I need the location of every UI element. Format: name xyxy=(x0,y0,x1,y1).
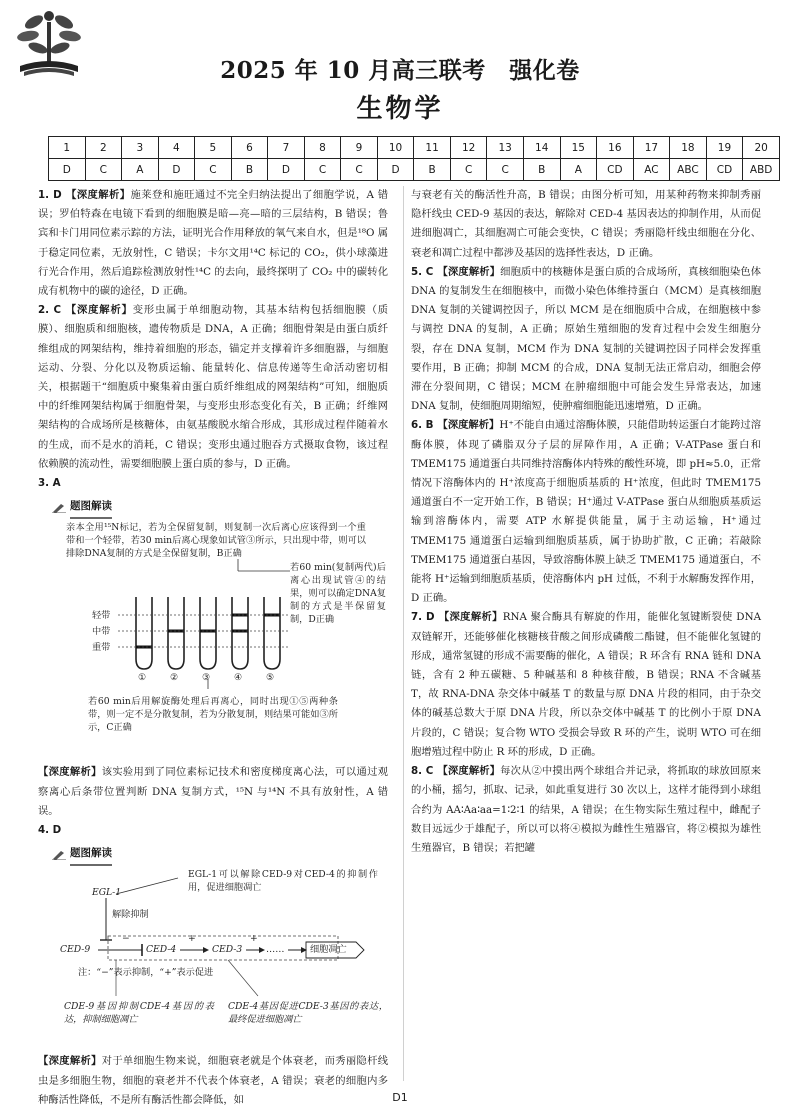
band-light-label: 轻带 xyxy=(92,610,111,622)
answer-table-number-cell: 12 xyxy=(450,137,487,159)
plus-sign-2: + xyxy=(250,933,258,945)
answer-table-number-cell: 13 xyxy=(487,137,524,159)
answer-q1 xyxy=(38,186,388,301)
answer-table-number-cell: 11 xyxy=(414,137,451,159)
page-number: D1 xyxy=(392,1091,408,1104)
ced4-label: CED-4 xyxy=(146,944,177,956)
answer-table-answer-cell: B xyxy=(414,159,451,181)
cell-apoptosis-figure xyxy=(38,868,388,1052)
q3-note-bottom: 若60 min后用解旋酶处理后再离心，同时出现①⑤两种条带，则一定不是分散复制，若为分散复制，则结果可能如③所示，C正确 xyxy=(88,696,338,734)
q4-note-left: CDE-9基因抑制CDE-4基因的表达，抑制细胞凋亡 xyxy=(64,1001,214,1026)
answer-table-answer-cell: D xyxy=(377,159,414,181)
minus-sign: − xyxy=(122,933,130,945)
answer-table-answer-cell: ABD xyxy=(743,159,780,181)
subject-title: 生物学 xyxy=(356,94,444,124)
answer-table xyxy=(48,136,780,181)
answer-table-number-cell: 15 xyxy=(560,137,597,159)
answer-table-answer-cell: A xyxy=(560,159,597,181)
answer-table-answer-cell: C xyxy=(304,159,341,181)
q5-text: 细胞质中的核糖体是蛋白质的合成场所，真核细胞染色体 DNA 的复制发生在细胞核中，而微小染色体维持蛋白（MCM）是真核细胞 DNA 复制的关键调控因子，所以 MCM 是在细胞质中合成，在细胞核中参与调控 DNA 的复制，A 正确；原始生殖细胞的发育过程中会发生细胞分裂，存在 DNA 复制，MCM 作为 DNA 复制的关键调控因子同样会发挥重要作用，B 正确；抑制 MCM 的合成，DNA 复制无法正常启动，细胞会停滞在分裂间期，C 错误；MCM 在肿瘤细胞中可能会发生异常表达，加速 DNA 复制，使细胞周期缩短，使肿瘤细胞能迅速增殖，D 正确。 xyxy=(411,265,762,413)
q1-number: 1. D xyxy=(38,189,62,201)
q4-note-right: CDE-4基因促进CDE-3基因的表达，最终促进细胞凋亡 xyxy=(228,1001,388,1026)
q6-number: 6. B xyxy=(411,419,434,432)
answer-table-answer-cell: A xyxy=(122,159,159,181)
answer-table-answer-cell: B xyxy=(231,159,268,181)
answer-table-number-cell: 17 xyxy=(633,137,670,159)
answer-table-answer-cell: B xyxy=(523,159,560,181)
tube-label-1: ① xyxy=(138,672,147,684)
tube-label-2: ② xyxy=(170,672,179,684)
answer-table-number-cell: 3 xyxy=(122,137,159,159)
q3-figure-heading xyxy=(52,497,388,519)
dna-replication-figure xyxy=(38,521,388,763)
answer-q5 xyxy=(411,263,761,417)
answer-table-numbers xyxy=(49,137,780,159)
answer-table-number-cell: 14 xyxy=(523,137,560,159)
q4-number: 4. D xyxy=(38,824,62,837)
answer-q7 xyxy=(411,608,761,762)
answer-table-answer-cell: CD xyxy=(706,159,743,181)
q5-number: 5. C xyxy=(411,265,434,278)
answer-table-number-cell: 1 xyxy=(49,137,86,159)
answer-table-number-cell: 19 xyxy=(706,137,743,159)
answer-table-number-cell: 2 xyxy=(85,137,122,159)
egl1-label: EGL-1 xyxy=(92,887,122,899)
q8-tag: 【深度解析】 xyxy=(437,765,501,778)
q2-text: 变形虫属于单细胞动物，其基本结构包括细胞膜（质膜）、细胞质和细胞核，遗传物质是 DNA，A 正确；细胞骨架是由蛋白质纤维组成的网架结构，维持着细胞的形态，锚定并支撑着许多细胞器，与细胞运动、分裂、分化以及物质运输、能量转化、信息传递等生命活动密切相关，根据题干“细胞质中聚集着由蛋白质纤维组成的网架结构”可知，细胞质中的纤维网架结构属于细胞骨架，与变形虫形态变化有关，B 正确；纤维网架结构的合成场所是核糖体，由氨基酸脱水缩合形成，其形成过程伴随着水的生成，而不是水的消耗，C 错误；变形虫通过胞吞方式摄取食物，该过程依赖膜的流动性，需要细胞膜上蛋白质的参与，D 正确。 xyxy=(38,304,389,470)
answer-table-answer-cell: ABC xyxy=(670,159,707,181)
ced9-label: CED-9 xyxy=(60,944,91,956)
right-column xyxy=(411,186,761,858)
answer-table-number-cell: 16 xyxy=(597,137,634,159)
answer-table-number-cell: 8 xyxy=(304,137,341,159)
q3-text: 该实验用到了同位素标记技术和密度梯度离心法，可以通过观察离心后条带位置判断 DNA 复制方式，¹⁵N 与¹⁴N 不具有放射性，A 错误。 xyxy=(38,766,389,817)
q1-tag: 【深度解析】 xyxy=(65,189,131,201)
answer-table-number-cell: 10 xyxy=(377,137,414,159)
answer-table-number-cell: 9 xyxy=(341,137,378,159)
q6-text: H⁺不能自由通过溶酶体膜，只能借助转运蛋白才能跨过溶酶体膜，体现了磷脂双分子层的屏障作用，A 正确；V-ATPase 蛋白和 TMEM175 通道蛋白共同维持溶酶体内特殊的酸性环境，即 pH≈5.0，正常情况下溶酶体内的 H⁺浓度高于细胞质基质的 H⁺浓度，但此时 TMEM175 通道蛋白不一定开始工作，B 错误；H⁺通过 V-ATPase 蛋白从细胞质基质运输到溶酶体内，需要 ATP 水解提供能量，属于主动运输，H⁺通过 TMEM175 通道蛋白运输到细胞质基质，属于协助扩散，C 正确；若敲除 TMEM175 通道蛋白基因，导致溶酶体膜上缺乏 TMEM175 通道蛋白，不能将 H⁺运输到细胞质基质，使溶酶体内 pH 过低，不利于水解酶发挥作用，D 正确。 xyxy=(411,419,761,605)
pen-icon xyxy=(52,503,66,513)
band-mid-label: 中带 xyxy=(92,626,111,638)
q7-tag: 【深度解析】 xyxy=(438,611,503,624)
answer-table-number-cell: 7 xyxy=(268,137,305,159)
q4-figure-label: 题图解读 xyxy=(70,844,112,866)
q2-tag: 【深度解析】 xyxy=(65,304,133,317)
answer-table-answer-cell: C xyxy=(195,159,232,181)
answer-table-answer-cell: D xyxy=(158,159,195,181)
tube-label-5: ⑤ xyxy=(266,672,275,684)
q1-text: 施莱登和施旺通过不完全归纳法提出了细胞学说，A 错误；罗伯特森在电镜下看到的细胞膜是暗—亮—暗的三层结构，B 错误；鲁宾和卡门用同位素示踪的方法，证明光合作用释放的氧气来自水，但是¹⁸O 属于稳定同位素，无放射性，C 错误；卡尔文用¹⁴C 标记的 CO₂，供小球藻进行光合作用，然后追踪检测放射性¹⁴C 的去向，最终探明了 CO₂ 中的碳转化成有机物中的碳的途径，D 正确。 xyxy=(38,189,389,298)
answer-table-answer-cell: CD xyxy=(597,159,634,181)
q5-tag: 【深度解析】 xyxy=(437,265,501,278)
q4-tag: 【深度解析】 xyxy=(38,1055,102,1068)
tube-label-3: ③ xyxy=(202,672,211,684)
q7-text: RNA 聚合酶具有解旋的作用，能催化氢键断裂使 DNA 双链解开，还能够催化核糖核苷酸之间形成磷酸二酯键，但不能催化氢键的形成，通常氢键的形成不需要酶的催化，A 错误；R 环含有 RNA 链和 DNA 链，含有 2 种五碳糖、5 种碱基和 8 种核苷酸，B 错误；RNA 不含碱基 T，故 RNA-DNA 杂交体中碱基 T 的数量与原 DNA 片段的相同，由于杂交体的碱基总数大于原 DNA 片段，所以杂交体中碱基 T 的比例小于原 DNA 片段的，C 错误；复合物 WTO 受损会导致 R 环的产生，说明 WTO 可在细胞增殖过程中防止 R 环的形成，D 正确。 xyxy=(411,611,762,758)
answer-q4-continued xyxy=(411,186,761,263)
q3-figure-label: 题图解读 xyxy=(70,497,112,519)
answer-table-number-cell: 20 xyxy=(743,137,780,159)
answer-table-number-cell: 18 xyxy=(670,137,707,159)
ced3-label: CED-3 xyxy=(212,944,243,956)
answer-table-number-cell: 5 xyxy=(195,137,232,159)
answer-table-answer-cell: C xyxy=(487,159,524,181)
answer-q3 xyxy=(38,763,388,821)
q4-text: 对于单细胞生物来说，细胞衰老就是个体衰老，而秀丽隐杆线虫是多细胞生物，细胞的衰老并不代表个体衰老，A 错误；衰老的细胞内多种酶活性降低，不是所有酶活性都会降低，如 xyxy=(38,1055,389,1106)
answer-table-answer-cell: AC xyxy=(633,159,670,181)
left-column xyxy=(38,186,388,1110)
q4-egl-note: EGL-1可以解除CED-9对CED-4的抑制作用，促进细胞凋亡 xyxy=(188,869,378,894)
q8-text: 每次从②中摸出两个球组合并记录，将抓取的球放回原来的小桶，摇匀，抓取、记录，如此重复进行 30 次以上，这样才能得到小球组合约为 AA∶Aa∶aa=1∶2∶1 的结果，A 错误；在生物实际生殖过程中，雌配子数目远远少于雄配子，所以可以将④模拟为雌性生殖器官，将②模拟为雄性生殖器官，B 错误；若把罐 xyxy=(411,765,762,854)
answer-q2 xyxy=(38,301,388,474)
answer-table-number-cell: 6 xyxy=(231,137,268,159)
apoptosis-label: 细胞凋亡 xyxy=(310,944,347,956)
page-title: 2025 年 10 月高三联考 强化卷 xyxy=(220,57,580,84)
answer-q8 xyxy=(411,762,761,858)
ellipsis: …… xyxy=(266,944,285,956)
q3-number: 3. A xyxy=(38,477,61,490)
answer-q3-head xyxy=(38,474,388,493)
answer-table-answer-cell: C xyxy=(341,159,378,181)
answer-table-answer-cell: C xyxy=(450,159,487,181)
q4-legend: 注：“−”表示抑制，“+”表示促进 xyxy=(78,967,214,979)
tube-label-4: ④ xyxy=(234,672,243,684)
answer-q4-head xyxy=(38,821,388,840)
q3-note-top: 亲本全用¹⁵N标记，若为全保留复制，则复制一次后离心应该得到一个重带和一个轻带，若30 min后离心现象如试管③所示，只出现中带，则可以排除DNA复制的方式是全保留复制，B正确 xyxy=(66,522,366,560)
column-divider xyxy=(403,186,404,1081)
q4-continued-text: 与衰老有关的酶活性升高，B 错误；由图分析可知，用某种药物来抑制秀丽隐杆线虫 CED-9 基因的表达，解除对 CED-4 基因表达的抑制作用，从而促进细胞凋亡，其细胞凋亡可能会变快，C 错误；秀丽隐杆线虫细胞在分化、衰老和凋亡过程中都涉及基因的选择性表达，D 正确。 xyxy=(411,189,761,259)
q8-number: 8. C xyxy=(411,765,434,778)
q7-number: 7. D xyxy=(411,611,435,624)
q3-tag: 【深度解析】 xyxy=(38,766,102,779)
pen-icon xyxy=(52,850,66,860)
release-inhibition-label: 解除抑制 xyxy=(112,909,149,921)
q6-tag: 【深度解析】 xyxy=(437,419,500,432)
q2-number: 2. C xyxy=(38,304,62,317)
q4-figure-heading xyxy=(52,844,388,866)
plus-sign: + xyxy=(188,933,196,945)
band-heavy-label: 重带 xyxy=(92,642,111,654)
answer-q6 xyxy=(411,416,761,608)
answer-table-answer-cell: D xyxy=(49,159,86,181)
answer-table-answers xyxy=(49,159,780,181)
answer-table-number-cell: 4 xyxy=(158,137,195,159)
q3-note-right: 若60 min(复制两代)后离心出现试管④的结果，则可以确定DNA复制的方式是半保留复制，D正确 xyxy=(290,562,386,626)
answer-table-answer-cell: D xyxy=(268,159,305,181)
answer-table-answer-cell: C xyxy=(85,159,122,181)
